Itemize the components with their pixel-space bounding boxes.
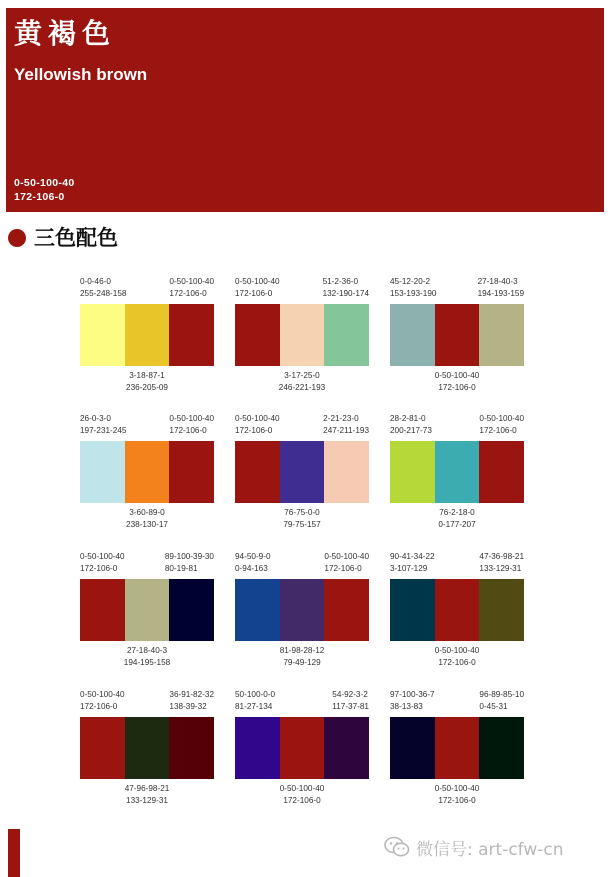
palette-card (80, 551, 214, 675)
palette-bottom-codes (235, 645, 369, 669)
palette-bottom-codes (390, 645, 524, 669)
rgb-code: 81-27-134 (235, 702, 273, 711)
color-swatch (280, 441, 325, 503)
rgb-code: 132-190-174 (322, 289, 369, 298)
cmyk-code: 28-2-81-0 (390, 414, 426, 423)
rgb-code: 194-195-158 (123, 658, 171, 667)
color-name-english: Yellowish brown (14, 65, 148, 84)
cmyk-code: 3-17-25-0 (284, 371, 320, 380)
code-left (235, 551, 271, 577)
rgb-code: 247-211-193 (323, 426, 369, 435)
rgb-code: 238-130-17 (126, 520, 168, 529)
cmyk-code: 0-50-100-40 (235, 277, 280, 286)
cmyk-code: 0-50-100-40 (169, 277, 214, 286)
color-swatch (280, 579, 325, 641)
color-swatch (235, 717, 280, 779)
rgb-code: 172-106-0 (438, 658, 476, 667)
palette-top-codes (80, 551, 214, 577)
color-swatch (324, 304, 369, 366)
cmyk-code: 90-41-34-22 (390, 552, 435, 561)
swatch-strip (80, 441, 214, 503)
color-swatch (280, 717, 325, 779)
cmyk-code: 0-50-100-40 (80, 690, 125, 699)
palette-card (80, 689, 214, 813)
rgb-code: 0-45-31 (479, 702, 508, 711)
color-swatch (324, 717, 369, 779)
rgb-code: 138-39-32 (169, 702, 207, 711)
color-swatch (125, 579, 170, 641)
color-name-chinese: 黄褐色 (14, 17, 117, 50)
palette-card (390, 551, 524, 675)
palette-top-codes (235, 689, 369, 715)
palette-card (80, 413, 214, 537)
rgb-code: 172-106-0 (80, 564, 118, 573)
color-swatch (390, 717, 435, 779)
palette-bottom-codes (80, 645, 214, 669)
cmyk-code: 3-18-87-1 (129, 371, 165, 380)
cmyk-code: 0-50-100-40 (434, 371, 480, 380)
swatch-strip (390, 579, 524, 641)
cmyk-code: 0-50-100-40 (80, 552, 125, 561)
watermark (384, 835, 564, 859)
code-left (235, 276, 280, 302)
cmyk-code: 47-36-98-21 (479, 552, 524, 561)
swatch-strip (80, 717, 214, 779)
cmyk-code: 94-50-9-0 (235, 552, 271, 561)
code-left (80, 413, 126, 439)
color-swatch (235, 579, 280, 641)
swatch-strip (235, 717, 369, 779)
palette-bottom-codes (80, 783, 214, 807)
rgb-code: 133-129-31 (126, 796, 168, 805)
palette-top-codes (80, 689, 214, 715)
cmyk-code: 50-100-0-0 (235, 690, 276, 699)
palette-top-codes (390, 276, 524, 302)
cmyk-code: 0-50-100-40 (479, 414, 524, 423)
palette-top-codes (235, 413, 369, 439)
palette-card (235, 689, 369, 813)
cmyk-code: 0-50-100-40 (279, 784, 325, 793)
rgb-code: 172-106-0 (235, 289, 273, 298)
cmyk-code: 81-98-28-12 (279, 646, 325, 655)
swatch-strip (390, 441, 524, 503)
cmyk-code: 0-50-100-40 (169, 414, 214, 423)
code-left (390, 413, 432, 439)
cmyk-code: 0-50-100-40 (434, 646, 480, 655)
rgb-code: 133-129-31 (479, 564, 522, 573)
swatch-strip (235, 441, 369, 503)
cmyk-code: 26-0-3-0 (80, 414, 111, 423)
rgb-code: 79-75-157 (283, 520, 321, 529)
color-swatch (324, 579, 369, 641)
swatch-strip (390, 304, 524, 366)
palette-bottom-codes (80, 507, 214, 531)
palette-card (235, 551, 369, 675)
code-right (332, 689, 369, 715)
color-swatch (169, 304, 214, 366)
code-right (169, 689, 214, 715)
cmyk-code: 0-50-100-40 (434, 784, 480, 793)
color-swatch (280, 304, 325, 366)
palette-top-codes (390, 551, 524, 577)
rgb-code: 172-106-0 (438, 796, 476, 805)
cmyk-code: 0-50-100-40 (324, 552, 369, 561)
code-right (324, 551, 369, 577)
swatch-strip (235, 304, 369, 366)
color-swatch (169, 441, 214, 503)
section-title: 三色配色 (34, 225, 118, 250)
cmyk-code: 97-100-36-7 (390, 690, 435, 699)
cmyk-code: 3-60-89-0 (129, 508, 165, 517)
swatch-strip (80, 579, 214, 641)
color-swatch (435, 717, 480, 779)
cmyk-code: 0-50-100-40 (14, 177, 75, 189)
cmyk-code: 45-12-20-2 (390, 277, 431, 286)
watermark-text: 微信号: art-cfw-cn (416, 839, 564, 860)
color-swatch (324, 441, 369, 503)
cmyk-code: 2-21-23-0 (323, 414, 359, 423)
corner-accent-bar (8, 829, 20, 877)
color-swatch (479, 717, 524, 779)
rgb-code: 172-106-0 (169, 289, 207, 298)
cmyk-code: 54-92-3-2 (332, 690, 368, 699)
code-left (390, 689, 435, 715)
code-right (479, 689, 524, 715)
code-right (479, 551, 524, 577)
cmyk-code: 76-2-18-0 (439, 508, 475, 517)
palette-card (80, 276, 214, 400)
rgb-code: 172-106-0 (235, 426, 273, 435)
rgb-code: 3-107-129 (390, 564, 428, 573)
color-swatch (435, 579, 480, 641)
rgb-code: 197-231-245 (80, 426, 127, 435)
cmyk-code: 36-91-82-32 (169, 690, 214, 699)
palette-card (390, 689, 524, 813)
rgb-code: 172-106-0 (14, 191, 65, 203)
rgb-code: 0-177-207 (438, 520, 476, 529)
rgb-code: 246-221-193 (278, 383, 326, 392)
palette-bottom-codes (235, 370, 369, 394)
rgb-code: 172-106-0 (479, 426, 517, 435)
cmyk-code: 0-50-100-40 (235, 414, 280, 423)
palette-bottom-codes (235, 783, 369, 807)
code-left (235, 413, 280, 439)
color-swatch (390, 304, 435, 366)
code-left (80, 276, 126, 302)
cmyk-code: 76-75-0-0 (284, 508, 320, 517)
swatch-strip (235, 579, 369, 641)
color-swatch (235, 441, 280, 503)
palette-card (390, 413, 524, 537)
palette-card (235, 413, 369, 537)
color-swatch (80, 441, 125, 503)
palette-bottom-codes (390, 370, 524, 394)
code-right (169, 413, 214, 439)
code-right (478, 276, 524, 302)
rgb-code: 236-205-09 (126, 383, 168, 392)
palette-bottom-codes (390, 783, 524, 807)
color-swatch (80, 304, 125, 366)
rgb-code: 172-106-0 (283, 796, 321, 805)
rgb-code: 153-193-190 (390, 289, 437, 298)
cmyk-code: 27-18-40-3 (477, 277, 518, 286)
palette-top-codes (390, 689, 524, 715)
palette-card (390, 276, 524, 400)
color-swatch (390, 579, 435, 641)
color-swatch (235, 304, 280, 366)
wechat-icon (384, 836, 410, 858)
cmyk-code: 51-2-36-0 (322, 277, 359, 286)
color-swatch (169, 717, 214, 779)
rgb-code: 194-193-159 (477, 289, 524, 298)
color-swatch (80, 579, 125, 641)
rgb-code: 80-19-81 (164, 564, 198, 573)
rgb-code: 0-94-163 (235, 564, 268, 573)
cmyk-code: 89-100-39-30 (164, 552, 214, 561)
rgb-code: 172-106-0 (80, 702, 118, 711)
code-right (479, 413, 524, 439)
palette-top-codes (80, 413, 214, 439)
rgb-code: 172-106-0 (324, 564, 362, 573)
color-swatch (479, 441, 524, 503)
palette-card (235, 276, 369, 400)
color-swatch (80, 717, 125, 779)
rgb-code: 172-106-0 (438, 383, 476, 392)
rgb-code: 200-217-73 (390, 426, 432, 435)
color-swatch (479, 304, 524, 366)
code-left (235, 689, 275, 715)
code-left (80, 551, 125, 577)
color-swatch (479, 579, 524, 641)
palette-top-codes (235, 551, 369, 577)
palette-top-codes (80, 276, 214, 302)
color-swatch (435, 304, 480, 366)
palette-bottom-codes (390, 507, 524, 531)
color-swatch (435, 441, 480, 503)
code-left (80, 689, 125, 715)
cmyk-code: 27-18-40-3 (126, 646, 168, 655)
cmyk-code: 0-0-46-0 (80, 277, 111, 286)
color-swatch (390, 441, 435, 503)
palette-bottom-codes (235, 507, 369, 531)
palette-top-codes (390, 413, 524, 439)
swatch-strip (80, 304, 214, 366)
code-right (323, 276, 369, 302)
rgb-code: 79-49-129 (283, 658, 321, 667)
code-right (323, 413, 369, 439)
code-left (390, 551, 435, 577)
cmyk-code: 96-89-85-10 (479, 690, 524, 699)
cmyk-code: 47-96-98-21 (124, 784, 170, 793)
rgb-code: 255-248-158 (80, 289, 127, 298)
code-left (390, 276, 436, 302)
swatch-strip (390, 717, 524, 779)
rgb-code: 117-37-81 (332, 702, 369, 711)
rgb-code: 38-13-83 (390, 702, 423, 711)
color-swatch (125, 304, 170, 366)
color-swatch (125, 717, 170, 779)
code-right (165, 551, 214, 577)
rgb-code: 172-106-0 (169, 426, 207, 435)
color-swatch (125, 441, 170, 503)
palette-top-codes (235, 276, 369, 302)
color-swatch (169, 579, 214, 641)
palette-bottom-codes (80, 370, 214, 394)
code-right (169, 276, 214, 302)
